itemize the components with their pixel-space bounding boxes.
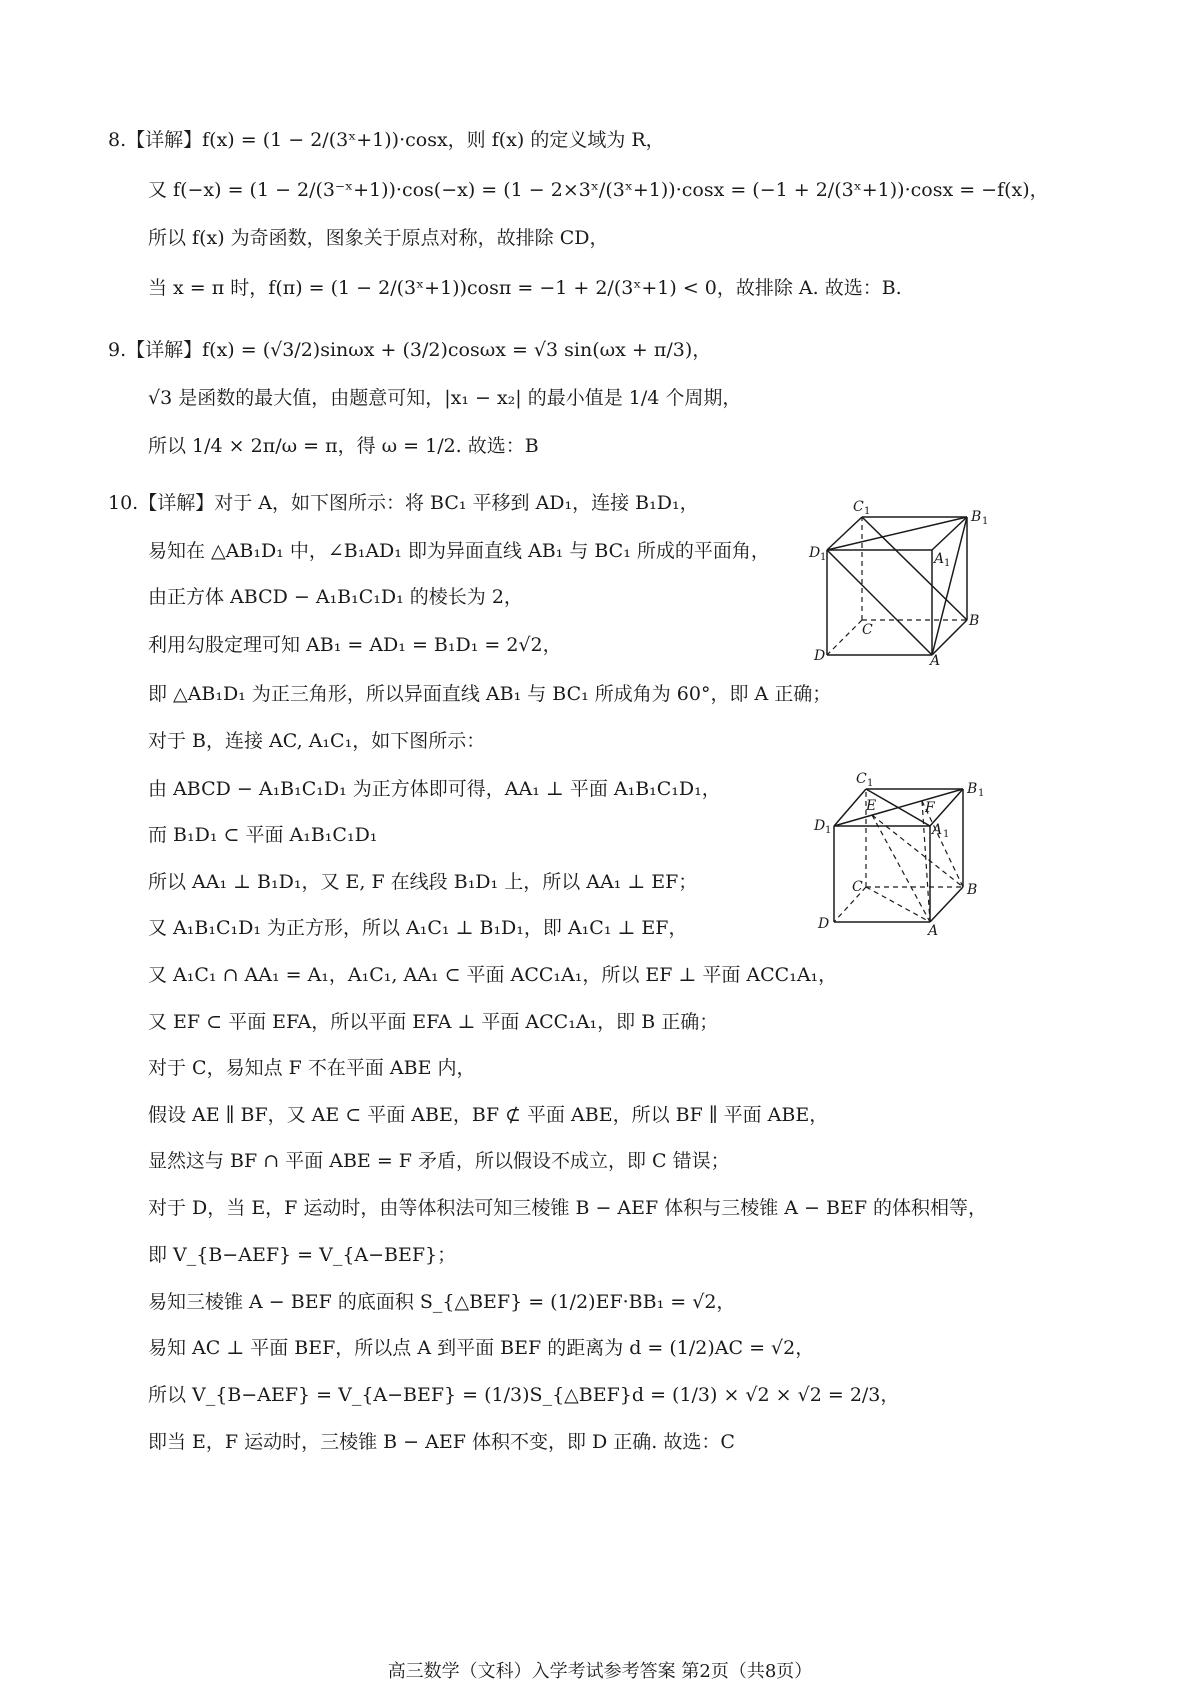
label-sub: 1 <box>864 506 871 517</box>
label-D1: D <box>814 818 826 834</box>
q10-line-5: 即 △AB₁D₁ 为正三角形，所以异面直线 AB₁ 与 BC₁ 所成角为 60°，即 A 正确； <box>148 683 832 705</box>
q8-line-2: 又 f(−x) = (1 − 2/(3⁻ˣ+1))·cos(−x) = (1 − 2×3ˣ/(3ˣ+1))·cosx = (−1 + 2/(3ˣ+1))·cosx = −f(x)， <box>148 179 1049 201</box>
edge-B1-A1 <box>930 789 963 826</box>
q10-line-17: 即 V_{B−AEF} = V_{A−BEF}； <box>148 1244 457 1266</box>
label-B: B <box>967 882 978 898</box>
q10-line-20: 所以 V_{B−AEF} = V_{A−BEF} = (1/3)S_{△BEF}d = (1/3) × √2 × √2 = 2/3， <box>148 1384 900 1406</box>
hidden-F-A <box>922 801 930 922</box>
label-sub: 1 <box>982 516 989 527</box>
label-A1: A <box>934 551 945 567</box>
q9-line-3: 所以 1/4 × 2π/ω = π，得 ω = 1/2. 故选：B <box>148 435 539 457</box>
label-sub: 1 <box>978 788 985 799</box>
q9-line-1: 9.【详解】f(x) = (√3/2)sinωx + (3/2)cosωx = √3 sin(ωx + π/3)， <box>108 339 712 361</box>
q10-line-16: 对于 D，当 E，F 运动时，由等体积法可知三棱锥 B − AEF 体积与三棱锥 A − BEF 的体积相等， <box>148 1197 988 1219</box>
label-B: B <box>969 613 980 629</box>
label-sub: 1 <box>944 558 951 569</box>
label-D: D <box>814 648 826 664</box>
label-C1: C <box>856 771 867 787</box>
label-E: E <box>866 798 877 814</box>
q10-line-21: 即当 E，F 运动时，三棱锥 B − AEF 体积不变，即 D 正确. 故选：C <box>148 1431 735 1453</box>
q10-line-15: 显然这与 BF ∩ 平面 ABE = F 矛盾，所以假设不成立，即 C 错误； <box>148 1150 730 1172</box>
q10-line-18: 易知三棱锥 A − BEF 的底面积 S_{△BEF} = (1/2)EF·BB₁ = √2， <box>148 1291 736 1313</box>
label-sub: 1 <box>825 825 832 836</box>
label-A1: A <box>932 822 943 838</box>
label-A: A <box>930 653 941 669</box>
label-C1: C <box>853 499 864 515</box>
label-B1: B <box>971 509 982 525</box>
label-A: A <box>928 923 939 939</box>
label-sub: 1 <box>867 778 874 789</box>
q9-line-2: √3 是函数的最大值，由题意可知，|x₁ − x₂| 的最小值是 1/4 个周期， <box>148 387 742 409</box>
q10-line-7: 由 ABCD − A₁B₁C₁D₁ 为正方体即可得，AA₁ ⊥ 平面 A₁B₁C₁D₁， <box>148 778 721 800</box>
q8-line-3: 所以 f(x) 为奇函数，图象关于原点对称，故排除 CD， <box>148 227 609 249</box>
figure2-labels <box>813 771 984 939</box>
q8-line-1: 8.【详解】f(x) = (1 − 2/(3ˣ+1))·cosx，则 f(x) 的定义域为 R， <box>108 129 665 151</box>
q10-line-1: 10.【详解】对于 A，如下图所示：将 BC₁ 平移到 AD₁，连接 B₁D₁， <box>108 492 699 514</box>
q10-line-8: 而 B₁D₁ ⊂ 平面 A₁B₁C₁D₁ <box>148 824 378 846</box>
q8-line-4: 当 x = π 时，f(π) = (1 − 2/(3ˣ+1))cosπ = −1 + 2/(3ˣ+1) < 0，故排除 A. 故选：B. <box>148 277 902 299</box>
edge-D1-C1 <box>834 789 866 826</box>
label-F: F <box>925 800 935 816</box>
label-sub: 1 <box>943 829 950 840</box>
q10-line-14: 假设 AE ∥ BF，又 AE ⊂ 平面 ABE，BF ⊄ 平面 ABE，所以 BF ∥ 平面 ABE， <box>148 1104 829 1126</box>
page-footer: 高三数学（文科）入学考试参考答案 第2页（共8页） <box>387 1661 813 1682</box>
label-C: C <box>852 879 863 895</box>
q10-line-13: 对于 C，易知点 F 不在平面 ABE 内， <box>148 1057 476 1079</box>
label-C: C <box>862 622 873 638</box>
q10-line-19: 易知 AC ⊥ 平面 BEF，所以点 A 到平面 BEF 的距离为 d = (1/2)AC = √2， <box>148 1337 815 1359</box>
label-D: D <box>818 916 830 932</box>
q10-line-12: 又 EF ⊂ 平面 EFA，所以平面 EFA ⊥ 平面 ACC₁A₁，即 B 正确； <box>148 1011 719 1033</box>
q10-line-4: 利用勾股定理可知 AB₁ = AD₁ = B₁D₁ = 2√2， <box>148 634 562 656</box>
q10-line-6: 对于 B，连接 AC, A₁C₁，如下图所示： <box>148 730 486 752</box>
q10-line-10: 又 A₁B₁C₁D₁ 为正方形，所以 A₁C₁ ⊥ B₁D₁，即 A₁C₁ ⊥ EF， <box>148 917 688 939</box>
edge-B-A <box>930 887 963 922</box>
q10-line-11: 又 A₁C₁ ∩ AA₁ = A₁，A₁C₁, AA₁ ⊂ 平面 ACC₁A₁，所以 EF ⊥ 平面 ACC₁A₁， <box>148 964 838 986</box>
label-B1: B <box>967 781 978 797</box>
q10-line-2: 易知在 △AB₁D₁ 中，∠B₁AD₁ 即为异面直线 AB₁ 与 BC₁ 所成的平面角， <box>148 540 770 562</box>
q10-line-9: 所以 AA₁ ⊥ B₁D₁，又 E, F 在线段 B₁D₁ 上，所以 AA₁ ⊥ EF； <box>148 871 698 893</box>
label-sub: 1 <box>820 552 827 563</box>
q10-line-3: 由正方体 ABCD − A₁B₁C₁D₁ 的棱长为 2， <box>148 586 523 608</box>
label-D1: D <box>809 545 821 561</box>
